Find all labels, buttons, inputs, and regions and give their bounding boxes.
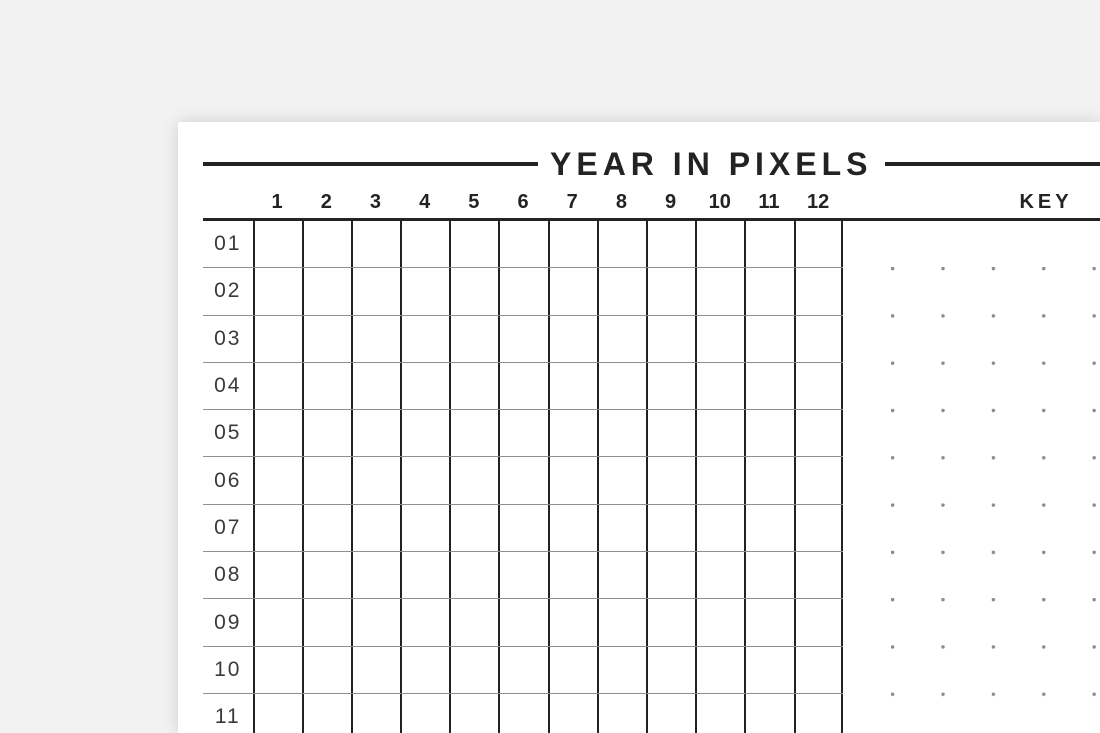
day-label: 09: [214, 610, 242, 634]
pixel-cell-m10-d03: [695, 316, 744, 362]
pixel-cell-m5-d11: [449, 694, 498, 733]
pixel-cell-m11-d06: [744, 457, 793, 503]
pixel-cell-m2-d08: [302, 552, 351, 598]
pixel-cell-m4-d02: [400, 268, 449, 314]
pixel-cell-m4-d01: [400, 221, 449, 267]
pixel-cell-m3-d04: [351, 363, 400, 409]
pixel-cell-m11-d10: [744, 647, 793, 693]
pixel-cell-m7-d11: [548, 694, 597, 733]
pixel-cell-m8-d06: [597, 457, 646, 503]
pixel-cell-m6-d04: [498, 363, 547, 409]
pixel-cell-m1-d02: [253, 268, 302, 314]
pixel-cell-m1-d06: [253, 457, 302, 503]
pixel-cell-m1-d11: [253, 694, 302, 733]
month-header-1: 1: [271, 191, 283, 213]
pixel-cell-m5-d03: [449, 316, 498, 362]
pixel-cell-m1-d03: [253, 316, 302, 362]
pixel-cell-m3-d09: [351, 599, 400, 645]
pixel-cell-m12-d11: [794, 694, 843, 733]
pixel-cell-m5-d09: [449, 599, 498, 645]
pixel-cell-m11-d05: [744, 410, 793, 456]
pixel-cell-m4-d03: [400, 316, 449, 362]
pixel-cell-m8-d10: [597, 647, 646, 693]
day-label: 07: [214, 515, 242, 539]
pixel-cell-m1-d09: [253, 599, 302, 645]
day-label: 05: [214, 421, 242, 445]
pixel-cell-m4-d08: [400, 552, 449, 598]
pixel-cell-m6-d01: [498, 221, 547, 267]
pixel-cell-m12-d07: [794, 505, 843, 551]
pixel-cell-m8-d04: [597, 363, 646, 409]
pixel-cell-m9-d03: [646, 316, 695, 362]
pixel-cell-m7-d06: [548, 457, 597, 503]
pixel-cell-m9-d08: [646, 552, 695, 598]
pixel-cell-m6-d11: [498, 694, 547, 733]
day-row-07: [203, 505, 843, 552]
pixel-cell-m10-d09: [695, 599, 744, 645]
pixel-cell-m12-d04: [794, 363, 843, 409]
pixel-cell-m9-d01: [646, 221, 695, 267]
day-label: 04: [214, 374, 242, 398]
pixel-cell-m3-d10: [351, 647, 400, 693]
pixel-cell-m4-d09: [400, 599, 449, 645]
pixel-cell-m3-d11: [351, 694, 400, 733]
title-row: [203, 146, 1100, 182]
pixel-cell-m8-d07: [597, 505, 646, 551]
pixel-cell-m11-d02: [744, 268, 793, 314]
day-row-11: [203, 694, 843, 733]
pixel-cell-m7-d02: [548, 268, 597, 314]
pixel-cell-m11-d04: [744, 363, 793, 409]
key-label: KEY: [1019, 191, 1073, 213]
pixel-cell-m10-d07: [695, 505, 744, 551]
pixel-cell-m6-d09: [498, 599, 547, 645]
pixel-cell-m11-d07: [744, 505, 793, 551]
pixel-cell-m12-d09: [794, 599, 843, 645]
day-label: 11: [214, 705, 241, 729]
day-label: 02: [214, 279, 242, 303]
pixel-cell-m2-d01: [302, 221, 351, 267]
pixel-cell-m11-d03: [744, 316, 793, 362]
pixel-cell-m1-d07: [253, 505, 302, 551]
pixel-cell-m2-d09: [302, 599, 351, 645]
title-rule-right: [885, 162, 1100, 166]
pixel-cell-m6-d05: [498, 410, 547, 456]
day-label: 03: [214, 326, 242, 350]
pixel-cell-m10-d08: [695, 552, 744, 598]
pixel-cell-m12-d02: [794, 268, 843, 314]
pixel-cell-m7-d09: [548, 599, 597, 645]
pixel-cell-m3-d03: [351, 316, 400, 362]
pixel-cell-m11-d11: [744, 694, 793, 733]
pixel-cell-m2-d05: [302, 410, 351, 456]
pixel-cell-m2-d11: [302, 694, 351, 733]
pixel-cell-m3-d08: [351, 552, 400, 598]
pixel-cell-m4-d10: [400, 647, 449, 693]
pixel-cell-m12-d03: [794, 316, 843, 362]
day-row-04: [203, 363, 843, 410]
pixel-cell-m4-d04: [400, 363, 449, 409]
month-header-2: 2: [320, 191, 332, 213]
day-row-03: [203, 316, 843, 363]
pixel-cell-m9-d07: [646, 505, 695, 551]
day-row-06: [203, 457, 843, 504]
pixel-cell-m3-d07: [351, 505, 400, 551]
pixel-cell-m2-d10: [302, 647, 351, 693]
pixel-cell-m8-d08: [597, 552, 646, 598]
pixel-cell-m4-d06: [400, 457, 449, 503]
day-row-01: [203, 221, 843, 268]
pixel-cell-m7-d07: [548, 505, 597, 551]
pixel-cell-m9-d05: [646, 410, 695, 456]
pixel-cell-m5-d04: [449, 363, 498, 409]
day-row-08: [203, 552, 843, 599]
pixel-grid: [203, 221, 843, 733]
pixel-cell-m2-d02: [302, 268, 351, 314]
pixel-cell-m8-d09: [597, 599, 646, 645]
title-rule-left: [203, 162, 538, 166]
pixel-cell-m10-d05: [695, 410, 744, 456]
month-header-9: 9: [665, 191, 677, 213]
pixel-cell-m7-d05: [548, 410, 597, 456]
dot-grid: [891, 267, 1100, 733]
pixel-cell-m9-d02: [646, 268, 695, 314]
pixel-cell-m11-d08: [744, 552, 793, 598]
pixel-cell-m11-d09: [744, 599, 793, 645]
month-header-5: 5: [468, 191, 480, 213]
pixel-cell-m7-d10: [548, 647, 597, 693]
month-header-7: 7: [566, 191, 578, 213]
day-label: 01: [214, 232, 242, 256]
pixel-cell-m12-d10: [794, 647, 843, 693]
pixel-cell-m12-d01: [794, 221, 843, 267]
pixel-cell-m12-d06: [794, 457, 843, 503]
pixel-cell-m8-d02: [597, 268, 646, 314]
pixel-cell-m12-d08: [794, 552, 843, 598]
day-label: 06: [214, 468, 242, 492]
pixel-cell-m5-d06: [449, 457, 498, 503]
pixel-cell-m5-d08: [449, 552, 498, 598]
month-header-row: [203, 188, 1100, 216]
pixel-cell-m7-d03: [548, 316, 597, 362]
month-headers: [253, 188, 843, 216]
pixel-cell-m1-d10: [253, 647, 302, 693]
day-label: 08: [214, 563, 242, 587]
pixel-cell-m11-d01: [744, 221, 793, 267]
pixel-cell-m6-d08: [498, 552, 547, 598]
day-label: 10: [214, 657, 242, 681]
pixel-cell-m2-d07: [302, 505, 351, 551]
pixel-cell-m4-d05: [400, 410, 449, 456]
pixel-cell-m5-d05: [449, 410, 498, 456]
pixel-cell-m10-d11: [695, 694, 744, 733]
pixel-cell-m9-d06: [646, 457, 695, 503]
pixel-cell-m1-d08: [253, 552, 302, 598]
pixel-cell-m9-d10: [646, 647, 695, 693]
pixel-cell-m5-d02: [449, 268, 498, 314]
month-header-11: 11: [758, 191, 780, 213]
month-header-3: 3: [369, 191, 382, 213]
pixel-cell-m2-d04: [302, 363, 351, 409]
month-header-10: 10: [708, 191, 731, 213]
pixel-cell-m10-d02: [695, 268, 744, 314]
pixel-cell-m9-d11: [646, 694, 695, 733]
pixel-cell-m1-d05: [253, 410, 302, 456]
month-header-4: 4: [419, 191, 431, 213]
pixel-cell-m9-d09: [646, 599, 695, 645]
pixel-cell-m8-d01: [597, 221, 646, 267]
pixel-cell-m6-d03: [498, 316, 547, 362]
day-row-09: [203, 599, 843, 646]
pixel-cell-m3-d01: [351, 221, 400, 267]
pixel-cell-m7-d01: [548, 221, 597, 267]
pixel-cell-m1-d04: [253, 363, 302, 409]
day-row-02: [203, 268, 843, 315]
pixel-cell-m5-d07: [449, 505, 498, 551]
month-header-8: 8: [615, 191, 627, 213]
pixel-cell-m7-d08: [548, 552, 597, 598]
pixel-cell-m9-d04: [646, 363, 695, 409]
pixel-cell-m8-d03: [597, 316, 646, 362]
pixel-cell-m4-d07: [400, 505, 449, 551]
pixel-cell-m3-d06: [351, 457, 400, 503]
pixel-cell-m10-d10: [695, 647, 744, 693]
pixel-cell-m10-d04: [695, 363, 744, 409]
pixel-cell-m6-d06: [498, 457, 547, 503]
pixel-cell-m8-d11: [597, 694, 646, 733]
pixel-cell-m5-d01: [449, 221, 498, 267]
pixel-cell-m3-d05: [351, 410, 400, 456]
pixel-cell-m7-d04: [548, 363, 597, 409]
pixel-cell-m1-d01: [253, 221, 302, 267]
pixel-cell-m5-d10: [449, 647, 498, 693]
pixel-cell-m6-d07: [498, 505, 547, 551]
planner-page: [178, 122, 1100, 733]
month-header-6: 6: [517, 191, 529, 213]
pixel-cell-m6-d10: [498, 647, 547, 693]
pixel-cell-m6-d02: [498, 268, 547, 314]
day-row-05: [203, 410, 843, 457]
pixel-cell-m8-d05: [597, 410, 646, 456]
pixel-cell-m2-d06: [302, 457, 351, 503]
pixel-cell-m12-d05: [794, 410, 843, 456]
page-title: YEAR IN PIXELS: [550, 146, 873, 182]
month-header-12: 12: [807, 191, 830, 213]
pixel-cell-m2-d03: [302, 316, 351, 362]
pixel-cell-m10-d01: [695, 221, 744, 267]
pixel-cell-m3-d02: [351, 268, 400, 314]
pixel-cell-m4-d11: [400, 694, 449, 733]
day-row-10: [203, 647, 843, 694]
pixel-cell-m10-d06: [695, 457, 744, 503]
